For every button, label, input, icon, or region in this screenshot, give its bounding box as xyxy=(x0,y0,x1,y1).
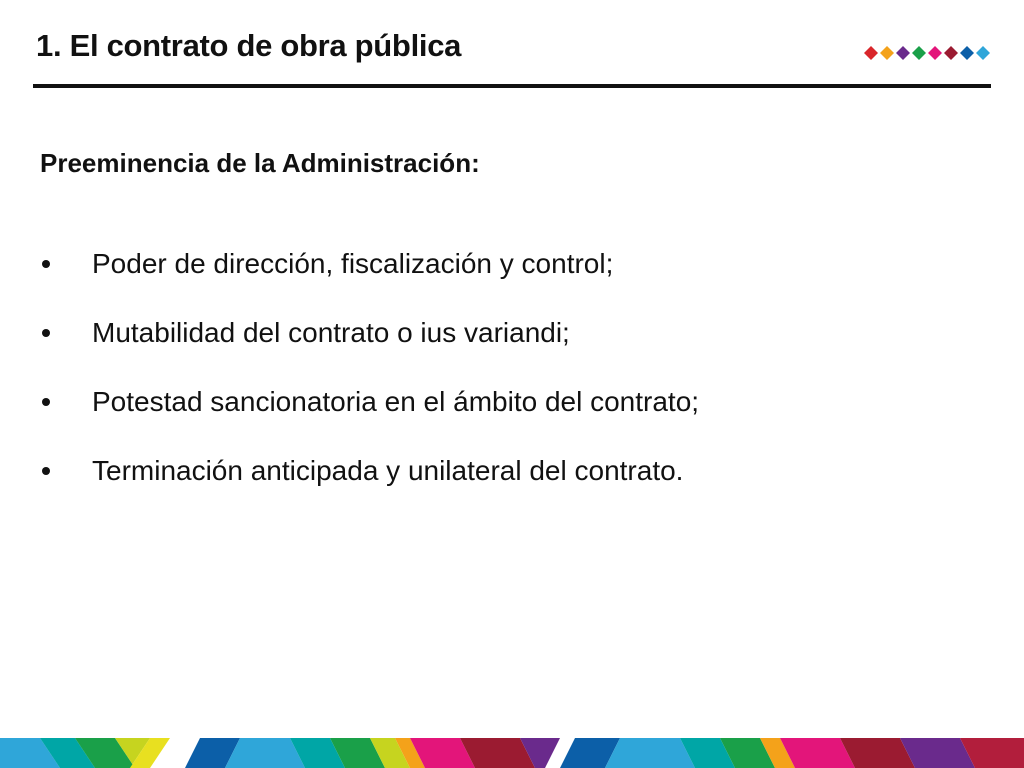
bullet-icon xyxy=(42,260,50,268)
slide-title: 1. El contrato de obra pública xyxy=(36,28,462,63)
diamond-icon xyxy=(928,46,942,60)
diamond-icon xyxy=(960,46,974,60)
diamond-icon xyxy=(976,46,990,60)
diamond-icon xyxy=(896,46,910,60)
bullet-text: Mutabilidad del contrato o ius variandi; xyxy=(92,317,570,348)
bullet-icon xyxy=(42,329,50,337)
diamond-icon xyxy=(912,46,926,60)
bullet-icon xyxy=(42,398,50,406)
bullet-text: Potestad sancionatoria en el ámbito del contrato; xyxy=(92,386,700,417)
footer-decorative-band xyxy=(0,738,1024,768)
bullet-text: Poder de dirección, fiscalización y control; xyxy=(92,248,614,279)
bullet-icon xyxy=(42,467,50,475)
diamond-icon xyxy=(880,46,894,60)
diamond-icon xyxy=(864,46,878,60)
bullet-text: Terminación anticipada y unilateral del contrato. xyxy=(92,455,684,486)
diamond-ornament-icon xyxy=(864,42,992,64)
diamond-icon xyxy=(944,46,958,60)
section-subheading: Preeminencia de la Administración: xyxy=(40,148,480,178)
title-divider xyxy=(33,84,991,88)
